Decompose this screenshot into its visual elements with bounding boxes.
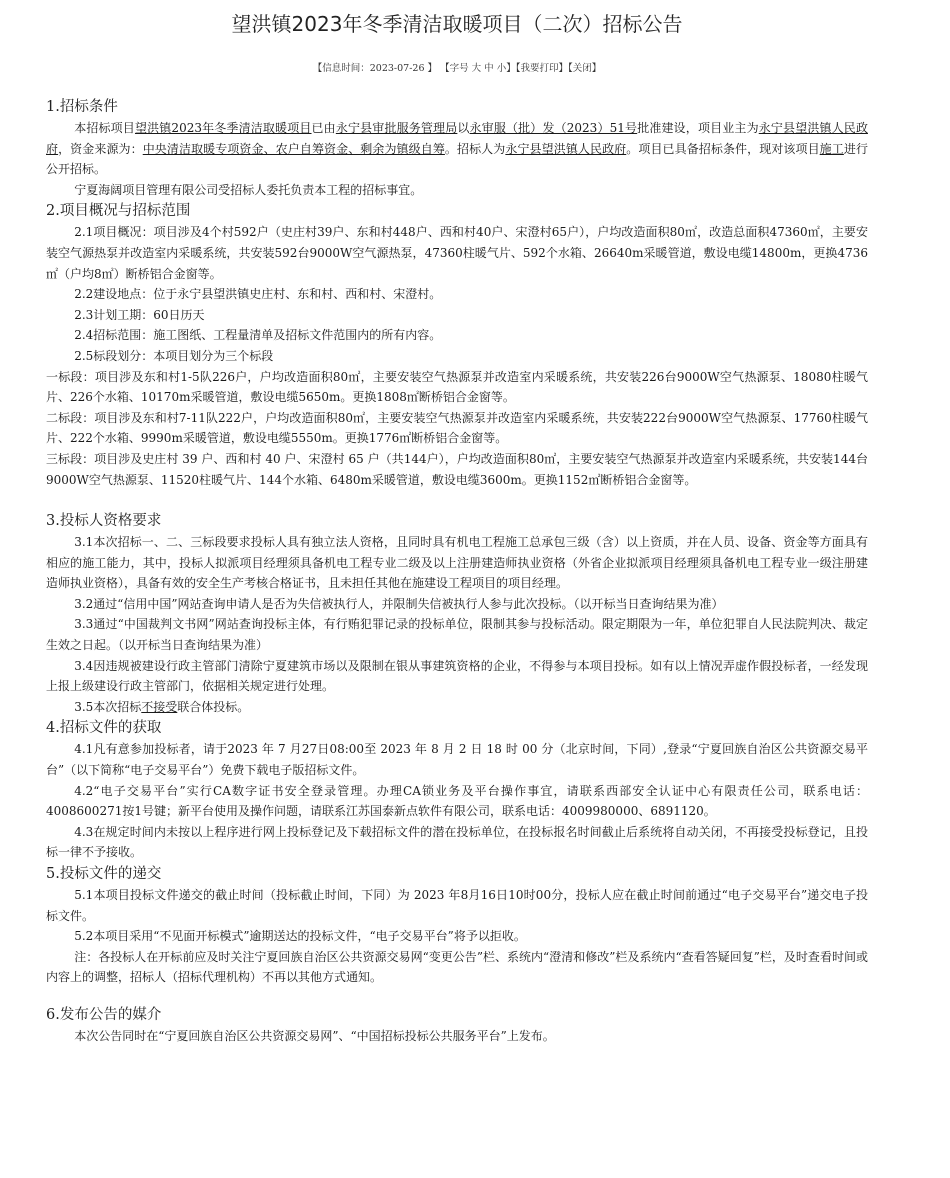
section-heading-2: 2.项目概况与招标范围 <box>46 203 191 220</box>
font-size-label: 【字号 <box>440 63 469 74</box>
schedule-paragraph: 2.3计划工期：60日历天 <box>74 307 205 322</box>
section-heading-1: 1.招标条件 <box>46 99 118 115</box>
tenderer: 永宁县望洪镇人民政府 <box>505 141 627 156</box>
text-span: 批准建设，项目业主为 <box>637 121 759 135</box>
tender-conditions-paragraph <box>46 118 868 180</box>
info-bar <box>46 62 868 76</box>
text-span: 。项目已具备招标条件，现对该项目 <box>626 141 820 156</box>
not-accepted: 不接受 <box>141 699 178 714</box>
project-owner: 永宁县望洪镇人民政府 <box>46 121 868 156</box>
approval-number: 永审服（批）发（2023）51号 <box>469 121 638 135</box>
lot-3-paragraph: 三标段：项目涉及史庄村 39 户、西和村 40 户、宋澄村 65 户（共144户），户均改造面积80㎡，主要安装空气热源泵并改造室内采暖系统，共安装144台9000W空气热源泵、11520柱暖气片、144个水箱、6480m采暖管道，敷设电缆3600m。更换1152㎡断桥铝合金窗等。 <box>46 451 868 487</box>
lot-2-paragraph: 二标段：项目涉及东和村7-11队222户，户均改造面积80㎡，主要安装空气热源泵并改造室内采暖系统，共安装222台9000W空气热源泵、17760柱暖气片、222个水箱、9990m采暖管道，敷设电缆5550m。更换1776㎡断桥铝合金窗等。 <box>46 410 868 446</box>
tender-type: 施工 <box>819 141 844 156</box>
section-heading-6: 6.发布公告的媒介 <box>46 1006 162 1023</box>
font-size-large-link[interactable]: 大 <box>471 63 482 74</box>
submission-note: 注：各投标人在开标前应及时关注宁夏回族自治区公共资源交易网“变更公告”栏、系统内“澄清和修改”栏及系统内“查看答疑回复”栏，及时查看时间或内容上的调整，招标人（招标代理机构）不再以其他方式通知。 <box>46 949 868 985</box>
text-span: ，资金来源为： <box>58 141 143 156</box>
approval-authority: 永宁县审批服务管理局 <box>335 121 458 135</box>
text-span: 进行公开招标。 <box>46 141 868 177</box>
section-heading-5: 5.投标文件的递交 <box>46 866 162 882</box>
font-size-small-link[interactable]: 小】 <box>496 63 516 74</box>
print-link[interactable]: 【我要打印】 <box>515 63 568 74</box>
announcement-body <box>46 96 868 1047</box>
section-heading-4: 4.招标文件的获取 <box>46 720 162 737</box>
text-span: 以 <box>457 121 470 135</box>
spacer <box>46 490 868 510</box>
submission-paragraph-2: 5.2本项目采用“不见面开标模式”逾期送达的投标文件，“电子交易平台”将予以拒收。 <box>74 929 526 944</box>
section-heading-3: 3.投标人资格要求 <box>46 513 162 530</box>
text-span: 本招标项目 <box>74 121 135 135</box>
text-span: 已由 <box>311 121 336 135</box>
page-title: 望洪镇2023年冬季清洁取暖项目（二次）招标公告 <box>231 12 683 36</box>
documents-paragraph-2: 4.2“电子交易平台”实行CA数字证书安全登录管理。办理CA锁业务及平台操作事宜，请联系西部安全认证中心有限责任公司，联系电话：4008600271按1号键；新平台使用及操作问题，请联系江苏国泰新点软件有限公司，联系电话：4009980000、6891120。 <box>46 783 868 819</box>
location-paragraph: 2.2建设地点：位于永宁县望洪镇史庄村、东和村、西和村、宋澄村。 <box>74 287 442 302</box>
submission-paragraph-1: 5.1本项目投标文件递交的截止时间（投标截止时间，下同）为 2023 年8月16日10时00分，投标人应在截止时间前通过“电子交易平台”递交电子投标文件。 <box>46 888 868 923</box>
text-span: 3.5本次招标 <box>74 699 142 714</box>
project-overview-paragraph: 2.1项目概况：项目涉及4个村592户（史庄村39户、东和村448户、西和村40户、宋澄村65户），户均改造面积80㎡，改造总面积47360㎡，主要安装空气源热泵并改造室内采暖系统，共安装592台9000W空气源热泵，47360柱暖气片、592个水箱、26640m采暖管道，敷设电缆14800m，更换4736㎡（户均8㎡）断桥铝合金窗等。 <box>46 225 868 281</box>
lot-1-paragraph: 一标段：项目涉及东和村1-5队226户，户均改造面积80㎡，主要安装空气热源泵并改造室内采暖系统，共安装226台9000W空气热源泵、18080柱暖气片、226个水箱、10170m采暖管道，敷设电缆5650m。更换1808㎡断桥铝合金窗等。 <box>46 369 868 405</box>
text-span: 联合体投标。 <box>177 699 250 714</box>
text-span: 。招标人为 <box>444 141 506 156</box>
info-time: 【信息时间：2023-07-26 】 <box>312 63 438 74</box>
documents-paragraph-1: 4.1凡有意参加投标者，请于2023 年 7 月27日08:00至 2023 年 8 月 2 日 18 时 00 分（北京时间，下同）,登录“宁夏回族自治区公共资源交易平台”（以下简称“电子交易平台”）免费下载电子版招标文件。 <box>46 742 868 778</box>
qualification-paragraph-5 <box>46 697 868 718</box>
spacer <box>46 988 868 1004</box>
lot-division-paragraph: 2.5标段划分：本项目划分为三个标段 <box>74 348 274 363</box>
qualification-paragraph-4: 3.4因违规被建设行政主管部门清除宁夏建筑市场以及限制在银从事建筑资格的企业，不得参与本项目投标。如有以上情况弄虚作假投标者，一经发现上报上级建设行政主管部门，依据相关规定进行处理。 <box>46 658 868 694</box>
close-link[interactable]: 【关闭】 <box>567 63 602 74</box>
qualification-paragraph-3: 3.3通过“中国裁判文书网”网站查询投标主体，有行贿犯罪记录的投标单位，限制其参与投标活动。限定期限为一年，单位犯罪自人民法院判决、裁定生效之日起。（以开标当日查询结果为准） <box>46 617 868 653</box>
qualification-paragraph-1: 3.1本次招标一、二、三标段要求投标人具有独立法人资格，且同时具有机电工程施工总承包三级（含）以上资质，并在人员、设备、资金等方面具有相应的施工能力，其中，投标人拟派项目经理须具备机电工程专业二级及以上注册建造师执业资格（外省企业拟派项目经理须具备机电工程专业一级注册建造师执业资格），具备有效的安全生产考核合格证书，且未担任其他在施建设工程项目的项目经理。 <box>46 535 868 591</box>
font-size-medium-link[interactable]: 中 <box>484 63 494 74</box>
agency-paragraph: 宁夏海阔项目管理有限公司受招标人委托负责本工程的招标事宜。 <box>74 182 423 197</box>
project-name: 望洪镇2023年冬季清洁取暖项目 <box>134 121 312 135</box>
media-paragraph: 本次公告同时在“宁夏回族自治区公共资源交易网”、“中国招标投标公共服务平台”上发布。 <box>74 1028 555 1043</box>
funding-source: 中央清洁取暖专项资金、农户自筹资金、剩余为镇级自筹 <box>142 141 445 156</box>
qualification-paragraph-2: 3.2通过“信用中国”网站查询申请人是否为失信被执行人，并限制失信被执行人参与此次投标。（以开标当日查询结果为准） <box>74 596 724 611</box>
scope-paragraph: 2.4招标范围：施工图纸、工程量清单及招标文件范围内的所有内容。 <box>74 328 442 343</box>
documents-paragraph-3: 4.3在规定时间内未按以上程序进行网上投标登记及下载招标文件的潜在投标单位，在投标报名时间截止后系统将自动关闭，不再接受投标登记，且投标一律不予接收。 <box>46 824 868 860</box>
